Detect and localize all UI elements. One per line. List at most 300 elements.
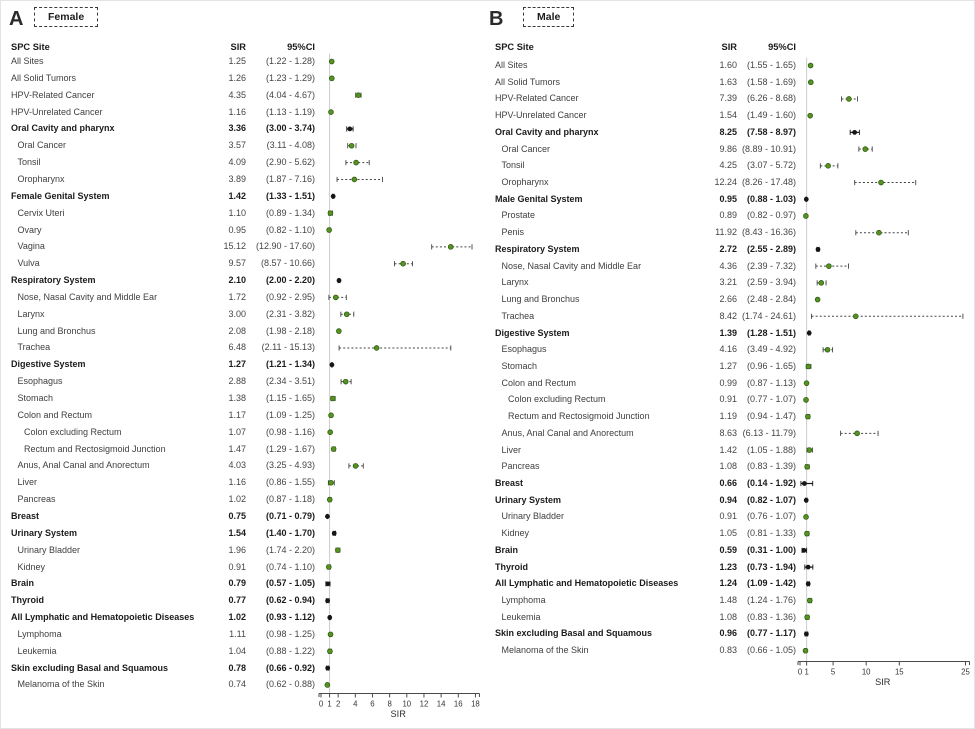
sir-value: 1.19: [719, 411, 737, 422]
spc-site-label: Oral Cavity and pharynx: [11, 123, 115, 134]
spc-site-label: Liver: [17, 477, 38, 488]
sir-value: 0.94: [719, 494, 737, 505]
ci-value: (0.73 - 1.94): [746, 561, 796, 572]
sir-point-marker: [806, 364, 811, 369]
ci-value: (0.88 - 1.03): [746, 193, 796, 204]
sir-point-marker: [354, 160, 359, 165]
sir-value: 0.89: [719, 210, 737, 221]
sir-point-marker: [808, 113, 813, 118]
spc-site-label: Trachea: [17, 342, 51, 353]
sir-point-marker: [353, 464, 358, 469]
spc-site-label: Esophagus: [17, 376, 63, 387]
sir-point-marker: [374, 346, 379, 351]
sir-value: 0.83: [719, 645, 737, 656]
sir-value: 1.38: [228, 393, 246, 403]
ci-value: (7.58 - 8.97): [746, 126, 796, 137]
sir-value: 1.08: [719, 461, 737, 472]
sir-point-marker: [326, 666, 330, 670]
sir-value: 0.96: [719, 628, 737, 639]
ci-value: (1.33 - 1.51): [265, 190, 315, 201]
ci-value: (0.57 - 1.05): [265, 578, 315, 589]
spc-site-label: All Solid Tumors: [495, 76, 561, 87]
sir-point-marker: [807, 448, 812, 453]
ci-value: (1.22 - 1.28): [265, 56, 315, 66]
sir-point-marker: [877, 230, 882, 235]
spc-site-label: Stomach: [501, 360, 538, 371]
sir-point-marker: [816, 247, 820, 251]
ci-value: (8.57 - 10.66): [260, 258, 315, 269]
column-header-sir: SIR: [721, 42, 737, 52]
ci-value: (0.82 - 1.10): [265, 224, 315, 235]
sir-point-marker: [329, 413, 334, 418]
panel-b-group-box: Male: [523, 7, 574, 27]
sir-value: 4.36: [719, 260, 737, 271]
sir-point-marker: [326, 599, 330, 603]
ci-value: (1.09 - 1.42): [746, 578, 796, 589]
sir-point-marker: [330, 396, 335, 401]
sir-value: 1.17: [228, 409, 246, 420]
spc-site-label: Urinary Bladder: [17, 544, 81, 555]
sir-point-marker: [804, 381, 809, 386]
sir-point-marker: [325, 514, 329, 518]
sir-value: 2.08: [228, 325, 246, 336]
spc-site-label: Brain: [495, 544, 519, 555]
sir-value: 0.95: [228, 224, 246, 235]
x-axis-tick-label: 15: [894, 667, 904, 677]
ci-value: (2.11 - 15.13): [261, 342, 315, 353]
ci-value: (2.00 - 2.20): [265, 275, 315, 286]
sir-point-marker: [356, 93, 361, 98]
spc-site-label: Tonsil: [17, 157, 41, 168]
spc-site-label: Esophagus: [501, 344, 547, 355]
spc-site-label: Colon excluding Rectum: [508, 394, 606, 405]
ci-value: (1.09 - 1.25): [265, 409, 315, 420]
sir-point-marker: [855, 431, 860, 436]
sir-point-marker: [826, 264, 831, 269]
spc-site-label: Colon excluding Rectum: [24, 426, 122, 437]
sir-point-marker: [343, 379, 348, 384]
spc-site-label: Vagina: [17, 241, 45, 252]
ci-value: (3.07 - 5.72): [746, 160, 796, 171]
spc-site-label: All Lymphatic and Hematopoietic Diseases: [495, 578, 679, 589]
ci-value: (1.28 - 1.51): [746, 327, 796, 338]
ci-value: (1.74 - 2.20): [265, 544, 315, 555]
spc-site-label: Female Genital System: [11, 190, 110, 201]
ci-value: (12.90 - 17.60): [255, 241, 315, 252]
panel-a-letter: A: [9, 8, 24, 30]
sir-value: 1.23: [719, 561, 737, 572]
sir-point-marker: [327, 497, 332, 502]
sir-value: 3.89: [228, 173, 246, 184]
sir-value: 4.03: [228, 460, 246, 471]
spc-site-label: Lymphoma: [501, 595, 546, 606]
ci-value: (8.43 - 16.36): [741, 227, 796, 238]
sir-value: 0.91: [719, 511, 737, 522]
x-axis-tick-label: 8: [387, 699, 392, 709]
sir-value: 9.86: [719, 143, 737, 154]
sir-point-marker: [329, 480, 334, 485]
sir-value: 1.10: [228, 207, 246, 218]
spc-site-label: Larynx: [17, 308, 45, 319]
spc-site-label: Oropharynx: [501, 177, 549, 188]
spc-site-label: Stomach: [17, 393, 54, 403]
sir-value: 1.05: [719, 528, 737, 539]
ci-value: (1.49 - 1.60): [746, 110, 796, 121]
x-axis-tick-label: 16: [453, 699, 463, 709]
spc-site-label: HPV-Unrelated Cancer: [495, 110, 587, 121]
sir-value: 1.54: [719, 110, 737, 121]
spc-site-label: Tonsil: [501, 160, 525, 171]
sir-value: 4.09: [228, 157, 246, 168]
sir-value: 2.88: [228, 376, 246, 387]
sir-point-marker: [853, 314, 858, 319]
spc-site-label: Skin excluding Basal and Squamous: [11, 662, 169, 673]
spc-site-label: Lung and Bronchus: [501, 294, 580, 305]
x-axis-tick-label: 10: [402, 699, 412, 709]
sir-point-marker: [327, 228, 332, 233]
sir-point-marker: [329, 76, 334, 81]
sir-point-marker: [804, 197, 808, 201]
spc-site-label: Respiratory System: [495, 243, 580, 254]
sir-point-marker: [825, 347, 830, 352]
column-header-spc-site: SPC Site: [495, 42, 534, 52]
ci-value: (2.31 - 3.82): [265, 308, 315, 319]
ci-value: (6.13 - 11.79): [742, 427, 796, 438]
spc-site-label: Melanoma of the Skin: [501, 645, 589, 656]
ci-value: (0.82 - 0.97): [746, 210, 796, 221]
spc-site-label: Breast: [495, 478, 524, 488]
ci-value: (0.77 - 1.17): [746, 628, 796, 639]
panel-b-letter: B: [489, 8, 504, 30]
x-axis-tick-label: 0: [318, 699, 324, 709]
spc-site-label: Kidney: [501, 528, 530, 539]
sir-value: 0.79: [228, 578, 246, 589]
sir-point-marker: [332, 531, 336, 535]
sir-point-marker: [806, 582, 810, 586]
ci-value: (3.49 - 4.92): [746, 344, 796, 355]
sir-point-marker: [448, 244, 453, 249]
sir-value: 1.39: [719, 327, 737, 338]
sir-value: 7.39: [719, 93, 737, 104]
sir-value: 0.78: [228, 662, 246, 673]
ci-value: (0.92 - 2.95): [265, 291, 315, 302]
sir-point-marker: [352, 177, 357, 182]
x-axis-tick-label: 5: [830, 667, 836, 677]
sir-value: 1.02: [228, 612, 246, 623]
ci-value: (0.81 - 1.33): [746, 528, 796, 539]
sir-point-marker: [808, 63, 813, 68]
spc-site-label: Leukemia: [501, 611, 541, 622]
spc-site-label: Prostate: [501, 210, 536, 221]
spc-site-label: Oropharynx: [17, 173, 65, 184]
sir-value: 0.99: [719, 377, 737, 388]
sir-point-marker: [804, 515, 809, 520]
sir-value: 12.24: [714, 177, 737, 188]
ci-value: (0.89 - 1.34): [265, 207, 315, 218]
sir-point-marker: [344, 312, 349, 317]
sir-point-marker: [803, 214, 808, 219]
sir-value: 8.42: [719, 310, 737, 321]
ci-value: (1.55 - 1.65): [746, 60, 796, 70]
sir-value: 1.47: [228, 443, 246, 454]
sir-point-marker: [804, 398, 809, 403]
ci-value: (0.74 - 1.10): [265, 561, 315, 572]
spc-site-label: Melanoma of the Skin: [17, 679, 105, 690]
sir-value: 6.48: [228, 342, 246, 353]
sir-value: 1.27: [719, 360, 737, 371]
sir-point-marker: [819, 280, 824, 285]
sir-value: 11.92: [715, 227, 737, 238]
sir-point-marker: [348, 127, 352, 131]
spc-site-label: Colon and Rectum: [501, 377, 577, 388]
sir-point-marker: [847, 97, 852, 102]
x-axis-title: SIR: [875, 677, 891, 687]
sir-value: 1.07: [228, 426, 246, 437]
sir-point-marker: [805, 464, 810, 469]
sir-point-marker: [807, 331, 811, 335]
spc-site-label: Trachea: [501, 310, 535, 321]
spc-site-label: Rectum and Rectosigmoid Junction: [508, 411, 650, 422]
spc-site-label: Oral Cavity and pharynx: [495, 126, 599, 137]
ci-value: (3.11 - 4.08): [266, 140, 315, 151]
sir-point-marker: [326, 582, 330, 586]
spc-site-label: Lymphoma: [17, 628, 62, 639]
sir-point-marker: [808, 80, 813, 85]
x-axis-tick-label: 1: [327, 699, 332, 709]
ci-value: (0.87 - 1.18): [265, 494, 315, 505]
x-axis-tick-label: 4: [353, 699, 358, 709]
sir-point-marker: [329, 110, 334, 115]
spc-site-label: Leukemia: [17, 645, 57, 656]
ci-value: (8.89 - 10.91): [741, 143, 796, 154]
x-axis-tick-label: 25: [961, 667, 970, 677]
spc-site-label: Oral Cancer: [501, 143, 551, 154]
ci-value: (0.87 - 1.13): [746, 377, 796, 388]
sir-value: 1.08: [719, 611, 737, 622]
sir-point-marker: [328, 616, 332, 620]
sir-value: 1.42: [228, 190, 246, 201]
spc-site-label: Male Genital System: [495, 193, 583, 204]
sir-value: 1.63: [719, 76, 737, 87]
sir-point-marker: [804, 498, 808, 502]
spc-site-label: All Sites: [495, 60, 528, 70]
spc-site-label: All Lymphatic and Hematopoietic Diseases: [11, 612, 195, 623]
sir-point-marker: [805, 531, 810, 536]
sir-point-marker: [329, 59, 334, 64]
ci-value: (1.29 - 1.67): [265, 443, 315, 454]
ci-value: (2.90 - 5.62): [265, 157, 315, 168]
ci-value: (1.24 - 1.76): [746, 595, 796, 606]
sir-point-marker: [815, 297, 820, 302]
spc-site-label: Vulva: [17, 258, 40, 269]
spc-site-label: All Sites: [11, 56, 44, 66]
sir-point-marker: [863, 147, 868, 152]
sir-value: 1.16: [228, 106, 246, 117]
sir-value: 0.77: [228, 595, 246, 606]
sir-value: 4.35: [228, 89, 246, 100]
sir-value: 1.24: [719, 578, 737, 589]
ci-value: (0.66 - 1.05): [746, 645, 796, 656]
ci-value: (2.59 - 3.94): [746, 277, 796, 288]
sir-value: 2.10: [228, 275, 246, 286]
ci-value: (3.25 - 4.93): [265, 460, 315, 471]
x-axis-tick-label: 10: [861, 667, 871, 677]
spc-site-label: Lung and Bronchus: [17, 325, 96, 336]
ci-value: (0.31 - 1.00): [746, 544, 796, 555]
sir-point-marker: [330, 363, 334, 367]
ci-value: (0.76 - 1.07): [746, 511, 796, 522]
sir-value: 9.57: [228, 258, 246, 269]
sir-value: 0.91: [719, 394, 737, 405]
sir-point-marker: [328, 632, 333, 637]
spc-site-label: All Solid Tumors: [11, 72, 77, 83]
sir-value: 1.04: [228, 645, 246, 656]
ci-value: (6.26 - 8.68): [746, 93, 796, 104]
x-axis-tick-label: 0: [797, 667, 803, 677]
ci-value: (0.62 - 0.94): [265, 595, 315, 606]
ci-value: (2.48 - 2.84): [746, 294, 796, 305]
spc-site-label: Nose, Nasal Cavity and Middle Ear: [501, 260, 642, 271]
ci-value: (4.04 - 4.67): [265, 89, 315, 100]
sir-value: 1.16: [228, 477, 246, 488]
sir-point-marker: [336, 329, 341, 334]
x-axis-tick-label: 2: [335, 699, 341, 709]
spc-site-label: Pancreas: [501, 461, 540, 472]
spc-site-label: Respiratory System: [11, 275, 96, 286]
sir-value: 3.21: [719, 277, 737, 288]
sir-point-marker: [805, 615, 810, 620]
ci-value: (0.83 - 1.39): [746, 461, 796, 472]
column-header-ci: 95%CI: [287, 42, 315, 52]
spc-site-label: Digestive System: [11, 359, 86, 370]
spc-site-label: Urinary Bladder: [501, 511, 565, 522]
sir-value: 1.11: [229, 628, 246, 639]
sir-value: 0.59: [719, 544, 737, 555]
ci-value: (2.55 - 2.89): [746, 243, 796, 254]
sir-value: 0.74: [228, 679, 246, 690]
x-axis-tick-label: 12: [419, 699, 429, 709]
sir-value: 4.25: [719, 160, 737, 171]
ci-value: (1.98 - 2.18): [265, 325, 315, 336]
ci-value: (2.39 - 7.32): [746, 260, 796, 271]
spc-site-label: Digestive System: [495, 327, 570, 338]
sir-value: 0.66: [719, 478, 737, 488]
sir-value: 8.25: [719, 126, 737, 137]
ci-value: (1.40 - 1.70): [265, 527, 315, 538]
spc-site-label: Skin excluding Basal and Squamous: [495, 628, 653, 639]
sir-point-marker: [802, 482, 806, 486]
ci-value: (1.05 - 1.88): [746, 444, 796, 455]
sir-value: 2.66: [719, 294, 737, 305]
sir-point-marker: [326, 565, 331, 570]
column-header-ci: 95%CI: [768, 42, 796, 52]
ci-value: (0.98 - 1.25): [265, 628, 315, 639]
spc-site-label: Cervix Uteri: [17, 207, 65, 218]
ci-value: (0.86 - 1.55): [265, 477, 315, 488]
sir-value: 1.48: [719, 595, 737, 606]
sir-value: 8.63: [719, 427, 737, 438]
sir-value: 0.95: [719, 193, 737, 204]
spc-site-label: Rectum and Rectosigmoid Junction: [24, 443, 166, 454]
spc-site-label: Breast: [11, 510, 40, 521]
sir-value: 3.00: [228, 308, 246, 319]
spc-site-label: Ovary: [17, 224, 42, 235]
spc-site-label: Larynx: [501, 277, 529, 288]
ci-value: (0.14 - 1.92): [746, 478, 796, 488]
sir-value: 4.16: [719, 344, 737, 355]
sir-point-marker: [328, 430, 333, 435]
ci-value: (0.71 - 0.79): [265, 510, 315, 521]
sir-point-marker: [826, 163, 831, 168]
sir-point-marker: [803, 648, 808, 653]
ci-value: (0.77 - 1.07): [746, 394, 796, 405]
sir-point-marker: [804, 632, 808, 636]
sir-point-marker: [805, 414, 810, 419]
ci-value: (0.88 - 1.22): [265, 645, 315, 656]
x-axis-title: SIR: [390, 709, 406, 719]
sir-point-marker: [349, 143, 354, 148]
x-axis-tick-label: 1: [804, 667, 809, 677]
spc-site-label: Kidney: [17, 561, 46, 572]
spc-site-label: HPV-Related Cancer: [11, 89, 95, 100]
sir-point-marker: [807, 598, 812, 603]
ci-value: (0.98 - 1.16): [265, 426, 315, 437]
sir-point-marker: [328, 211, 333, 216]
ci-value: (0.62 - 0.88): [265, 679, 315, 690]
sir-value: 1.72: [228, 291, 246, 302]
sir-point-marker: [331, 447, 336, 452]
sir-point-marker: [853, 130, 857, 134]
spc-site-label: Liver: [501, 444, 522, 455]
spc-site-label: Thyroid: [11, 595, 44, 606]
sir-value: 3.57: [228, 140, 246, 151]
spc-site-label: Anus, Anal Canal and Anorectum: [501, 427, 634, 438]
ci-value: (0.93 - 1.12): [265, 612, 315, 623]
sir-value: 1.54: [228, 527, 246, 538]
sir-value: 1.02: [228, 494, 246, 505]
sir-value: 1.42: [719, 444, 737, 455]
spc-site-label: Brain: [11, 578, 35, 589]
sir-value: 2.72: [719, 243, 737, 254]
sir-value: 0.75: [228, 510, 246, 521]
sir-point-marker: [328, 649, 333, 654]
x-axis-tick-label: 18: [471, 699, 480, 709]
column-header-spc-site: SPC Site: [11, 42, 50, 52]
spc-site-label: Colon and Rectum: [17, 409, 93, 420]
sir-point-marker: [806, 565, 810, 569]
sir-point-marker: [401, 261, 406, 266]
spc-site-label: Penis: [501, 227, 525, 238]
sir-value: 1.27: [228, 359, 246, 370]
spc-site-label: Urinary System: [495, 494, 562, 505]
sir-point-marker: [325, 683, 330, 688]
sir-point-marker: [337, 279, 341, 283]
ci-value: (1.23 - 1.29): [265, 72, 315, 83]
sir-value: 3.36: [228, 123, 246, 134]
spc-site-label: Thyroid: [495, 561, 528, 572]
column-header-sir: SIR: [230, 42, 246, 52]
sir-point-marker: [879, 180, 884, 185]
ci-value: (0.66 - 0.92): [265, 662, 315, 673]
ci-value: (0.82 - 1.07): [746, 494, 796, 505]
x-axis-tick-label: 6: [370, 699, 375, 709]
ci-value: (0.94 - 1.47): [746, 411, 796, 422]
spc-site-label: Anus, Anal Canal and Anorectum: [17, 460, 150, 471]
sir-point-marker: [802, 548, 806, 552]
panel-a-group-box: Female: [34, 7, 98, 27]
spc-site-label: HPV-Related Cancer: [495, 93, 579, 104]
ci-value: (1.13 - 1.19): [265, 106, 315, 117]
